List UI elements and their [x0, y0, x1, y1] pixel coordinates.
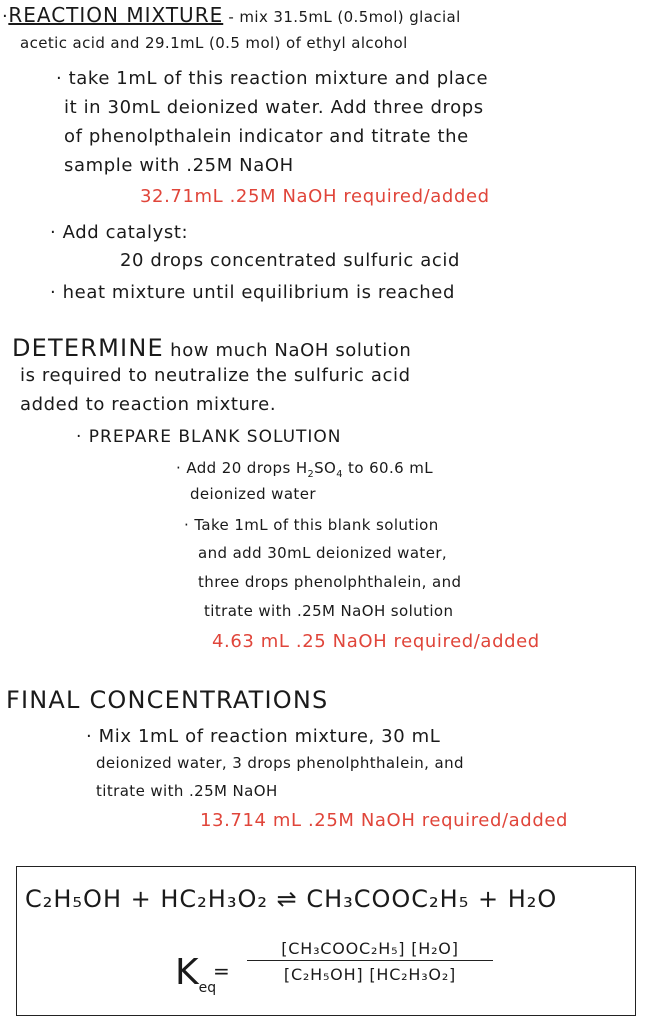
- take-line3: three drops phenolphthalein, and: [198, 573, 462, 591]
- reaction-mixture-line2: acetic acid and 29.1mL (0.5 mol) of ethyl alcohol: [20, 34, 408, 52]
- blank-line1-sub1: 2: [307, 469, 315, 480]
- step3-line1: · heat mixture until equilibrium is reached: [50, 282, 456, 303]
- take-line1: · Take 1mL of this blank solution: [184, 516, 439, 534]
- keq-numerator: [CH₃COOC₂H₅] [H₂O]: [281, 939, 459, 958]
- determine-line2: is required to neutralize the sulfuric acid: [20, 365, 411, 386]
- keq-equals: =: [213, 959, 230, 983]
- determine-heading: DETERMINE: [12, 334, 164, 362]
- bullet: ·: [2, 6, 9, 27]
- step1-result: 32.71mL .25M NaOH required/added: [140, 186, 490, 207]
- equilibrium-equation-box: [16, 866, 636, 1016]
- determine-line3: added to reaction mixture.: [20, 394, 277, 415]
- keq-denominator: [C₂H₅OH] [HC₂H₃O₂]: [283, 965, 457, 984]
- keq-symbol: [175, 952, 217, 1006]
- blank-line2: deionized water: [190, 485, 316, 503]
- step1-line4: sample with .25M NaOH: [64, 155, 294, 176]
- determine-line1: how much NaOH solution: [163, 340, 412, 361]
- determine-title-line: [12, 334, 411, 362]
- step2-line1: · Add catalyst:: [50, 222, 189, 243]
- take-line2: and add 30mL deionized water,: [198, 544, 448, 562]
- final-result: 13.714 mL .25M NaOH required/added: [200, 810, 569, 831]
- take-result: 4.63 mL .25 NaOH required/added: [212, 631, 540, 652]
- reaction-mixture-heading: REACTION MIXTURE: [8, 3, 224, 27]
- blank-line1-mid: SO: [314, 459, 337, 477]
- prepare-blank-heading: · PREPARE BLANK SOLUTION: [76, 427, 342, 447]
- final-line1: · Mix 1mL of reaction mixture, 30 mL: [86, 726, 441, 747]
- step1-line2: it in 30mL deionized water. Add three drops: [64, 97, 484, 118]
- blank-line1: [176, 457, 433, 486]
- blank-line1-post: to 60.6 mL: [342, 459, 434, 477]
- step2-line2: 20 drops concentrated sulfuric acid: [120, 250, 460, 271]
- blank-line1-sub2: 4: [336, 469, 343, 480]
- reaction-mixture-title-line: [2, 4, 461, 28]
- final-concentrations-heading: FINAL CONCENTRATIONS: [6, 686, 329, 714]
- reaction-equation: C₂H₅OH + HC₂H₃O₂ ⇌ CH₃COOC₂H₅ + H₂O: [25, 885, 558, 913]
- take-line4: titrate with .25M NaOH solution: [204, 602, 454, 620]
- keq-subscript: eq: [198, 980, 217, 997]
- reaction-mixture-line1: - mix 31.5mL (0.5mol) glacial: [223, 8, 461, 26]
- final-line2: deionized water, 3 drops phenolphthalein, and: [96, 754, 464, 772]
- keq-fraction: [243, 939, 497, 984]
- blank-line1-pre: · Add 20 drops H: [176, 459, 308, 477]
- step1-line3: of phenolpthalein indicator and titrate the: [64, 126, 469, 147]
- step1-line1: · take 1mL of this reaction mixture and place: [56, 68, 489, 89]
- keq-letter: K: [175, 952, 199, 993]
- final-line3: titrate with .25M NaOH: [96, 782, 278, 800]
